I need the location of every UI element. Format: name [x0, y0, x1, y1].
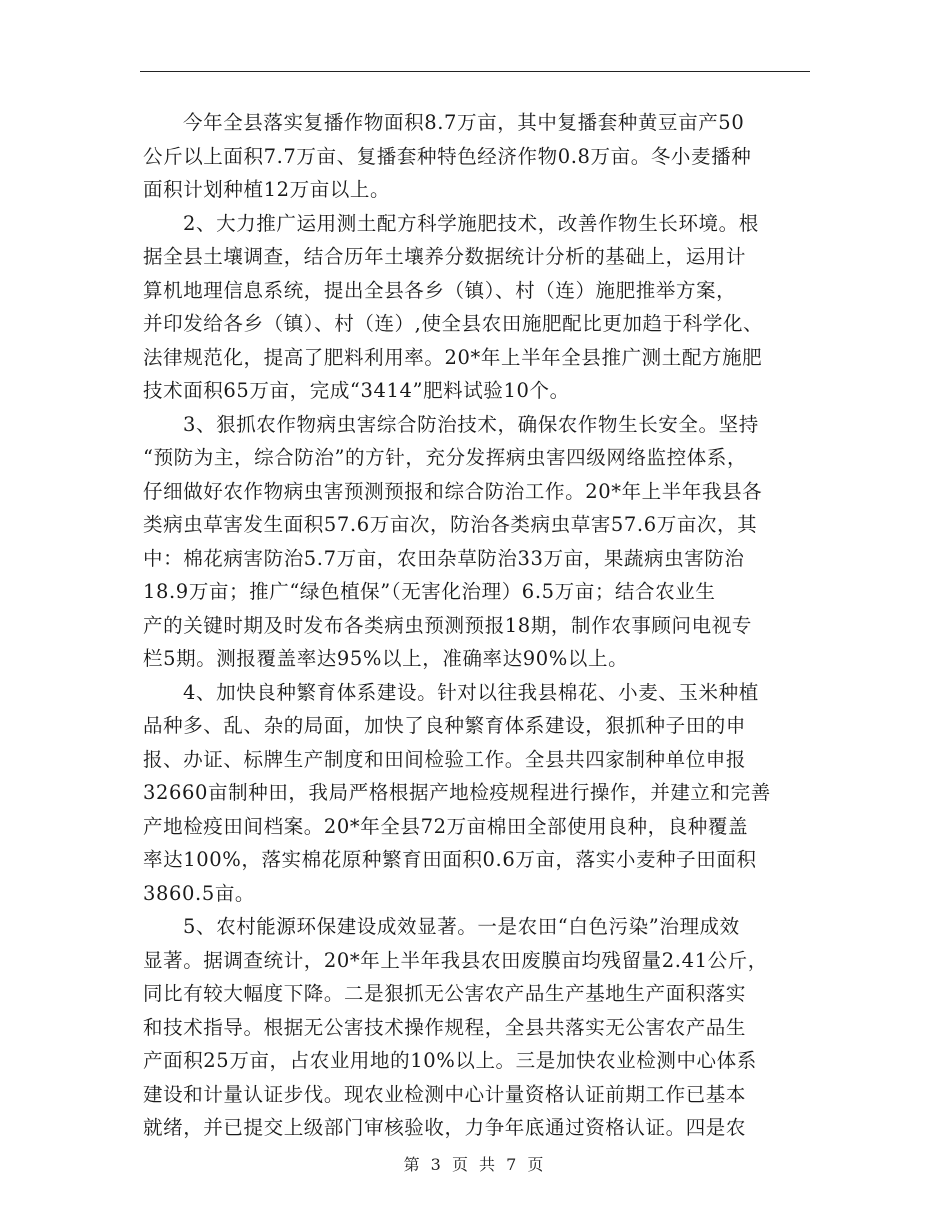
- text-line: 4、加快良种繁育体系建设。针对以往我县棉花、小麦、玉米种植: [183, 680, 759, 704]
- text-line: 显著。据调查统计，20*年上半年我县农田废膜亩均残留量2.41公斤，: [143, 948, 768, 972]
- text-line: 就绪，并已提交上级部门审核验收，力争年底通过资格认证。四是农: [143, 1116, 747, 1139]
- text-line: 法律规范化，提高了肥料利用率。20*年上半年全县推广测土配方施肥: [143, 345, 763, 369]
- text-line: 技术面积65万亩，完成“3414”肥料试验10个。: [143, 379, 570, 402]
- text-line: 3860.5亩。: [143, 881, 256, 905]
- text-line: 据全县土壤调查，结合历年土壤养分数据统计分析的基础上，运用计: [143, 245, 747, 268]
- text-line: 品种多、乱、杂的局面，加快了良种繁育体系建设，狠抓种子田的申: [143, 714, 747, 737]
- text-line: 并印发给各乡（镇）、村（连）,使全县农田施肥配比更加趋于科学化、: [143, 312, 764, 335]
- text-line: 产面积25万亩，占农业用地的10%以上。三是加快农业检测中心体系: [143, 1049, 757, 1072]
- text-line: 率达100%，落实棉花原种繁育田面积0.6万亩，落实小麦种子田面积: [143, 848, 757, 871]
- text-line: 报、办证、标牌生产制度和田间检验工作。全县共四家制种单位申报: [143, 747, 747, 771]
- text-line: 类病虫草害发生面积57.6万亩次，防治各类病虫草害57.6万亩次，其: [143, 513, 758, 536]
- text-line: “预防为主，综合防治”的方针，充分发挥病虫害四级网络监控体系，: [143, 446, 748, 469]
- text-line: 仔细做好农作物病虫害预测预报和综合防治工作。20*年上半年我县各: [143, 479, 763, 503]
- text-line: 建设和计量认证步伐。现农业检测中心计量资格认证前期工作已基本: [143, 1082, 747, 1106]
- text-line: 面积计划种植12万亩以上。: [143, 178, 391, 201]
- text-line: 产的关键时期及时发布各类病虫预测预报18期，制作农事顾问电视专: [143, 613, 752, 637]
- header-rule: [140, 71, 810, 72]
- text-line: 栏5期。测报覆盖率达95%以上，准确率达90%以上。: [143, 647, 629, 670]
- text-line: 18.9万亩；推广“绿色植保”（无害化治理）6.5万亩；结合农业生: [143, 580, 716, 603]
- text-line: 3、狠抓农作物病虫害综合防治技术，确保农作物生长安全。坚持: [183, 412, 759, 436]
- text-line: 产地检疫田间档案。20*年全县72万亩棉田全部使用良种，良种覆盖: [143, 814, 749, 838]
- page-number-footer: 第 3 页 共 7 页: [403, 1155, 547, 1174]
- text-line: 2、大力推广运用测土配方科学施肥技术，改善作物生长环境。根: [183, 211, 759, 235]
- text-line: 算机地理信息系统，提出全县各乡（镇）、村（连）施肥推举方案，: [143, 278, 737, 302]
- text-line: 32660亩制种田，我局严格根据产地检疫规程进行操作，并建立和完善: [143, 781, 771, 804]
- text-line: 中：棉花病害防治5.7万亩，农田杂草防治33万亩，果蔬病虫害防治: [143, 546, 745, 570]
- text-line: 今年全县落实复播作物面积8.7万亩，其中复播套种黄豆亩产50: [183, 111, 745, 134]
- text-line: 同比有较大幅度下降。二是狠抓无公害农产品生产基地生产面积落实: [143, 982, 747, 1005]
- text-line: 和技术指导。根据无公害技术操作规程，全县共落实无公害农产品生: [143, 1015, 747, 1039]
- text-line: 公斤以上面积7.7万亩、复播套种特色经济作物0.8万亩。冬小麦播种: [143, 144, 752, 168]
- text-line: 5、农村能源环保建设成效显著。一是农田“白色污染”治理成效: [183, 915, 740, 938]
- body-text: [143, 106, 811, 1145]
